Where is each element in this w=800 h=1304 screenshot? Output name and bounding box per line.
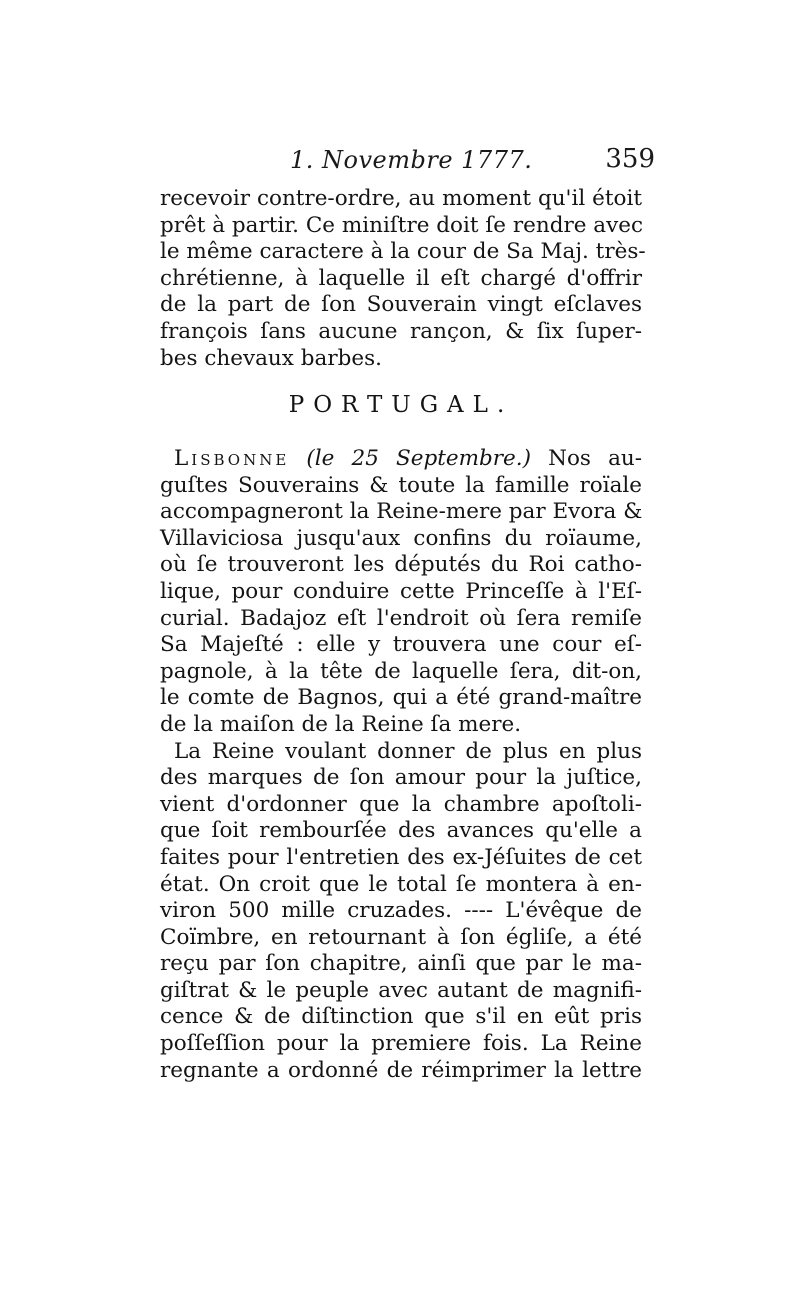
text-line: vient d'ordonner que la chambre apoſtoli- bbox=[160, 791, 642, 817]
text-line: giſtrat & le peuple avec autant de magnifi- bbox=[160, 977, 642, 1003]
dateline-rest: Nos au- bbox=[548, 446, 642, 471]
text-line: poſſeſſion pour la premiere fois. La Reine bbox=[160, 1031, 642, 1057]
text-line: regnante a ordonné de réimprimer la lettre bbox=[160, 1057, 642, 1083]
text-line: le comte de Bagnos, qui a été grand-maître bbox=[160, 685, 642, 711]
text-line: que ſoit rembourſée des avances qu'elle a bbox=[160, 818, 642, 844]
portugal-section bbox=[160, 446, 642, 1084]
text-line: curial. Badajoz eſt l'endroit où ſera remiſe bbox=[160, 605, 642, 631]
text-line: bes chevaux barbes. bbox=[160, 345, 382, 371]
text-line: le même caractere à la cour de Sa Maj. très- bbox=[160, 239, 646, 265]
dateline-date: (le 25 Septembre.) bbox=[306, 446, 531, 471]
text-line: faites pour l'entretien des ex-Jéſuites de cet bbox=[160, 844, 642, 870]
page-number: 359 bbox=[605, 144, 655, 174]
text-line: des marques de ſon amour pour la juſtice, bbox=[160, 765, 642, 791]
text-line: Sa Majeſté : elle y trouvera une cour eſ- bbox=[160, 632, 642, 658]
dateline-place: Lisbonne bbox=[174, 446, 290, 471]
text-line: accompagneront la Reine-mere par Evora & bbox=[160, 499, 643, 525]
text-line: chrétienne, à laquelle il eſt chargé d'offrir bbox=[160, 265, 642, 291]
text-line: françois ſans aucune rançon, & ſix ſuper- bbox=[160, 318, 642, 344]
text-line: recevoir contre-ordre, au moment qu'il étoit bbox=[160, 186, 642, 211]
text-line: guſtes Souverains & toute la famille roïale bbox=[160, 472, 642, 498]
paragraph-continued bbox=[160, 186, 646, 372]
text-line: Villaviciosa jusqu'aux confins du roïaume, bbox=[160, 525, 642, 551]
text-line: viron 500 mille cruzades. ---- L'évêque de bbox=[160, 898, 642, 924]
dateline-line bbox=[160, 446, 642, 473]
text-line: cence & de diſtinction que s'il en eût pris bbox=[160, 1004, 642, 1030]
page-header bbox=[160, 140, 655, 180]
text-line: lique, pour conduire cette Princeſſe à l'Eſ- bbox=[160, 578, 642, 604]
text-line: La Reine voulant donner de plus en plus bbox=[174, 738, 642, 764]
text-line: Coïmbre, en retournant à ſon égliſe, a été bbox=[160, 924, 642, 950]
text-line: état. On croit que le total ſe montera à en- bbox=[160, 871, 642, 897]
text-line: pagnole, à la tête de laquelle ſera, dit-on, bbox=[160, 658, 642, 684]
text-line: prêt à partir. Ce miniſtre doit ſe rendre avec bbox=[160, 212, 644, 238]
text-line: de la part de ſon Souverain vingt eſclaves bbox=[160, 292, 642, 318]
text-line: où ſe trouveront les députés du Roi catho- bbox=[160, 552, 642, 578]
section-title: PORTUGAL. bbox=[288, 392, 514, 418]
text-line: reçu par ſon chapitre, ainſi que par le ma- bbox=[160, 951, 642, 977]
text-line: de la maiſon de la Reine ſa mere. bbox=[160, 711, 522, 737]
running-head: 1. Novembre 1777. bbox=[290, 146, 533, 174]
